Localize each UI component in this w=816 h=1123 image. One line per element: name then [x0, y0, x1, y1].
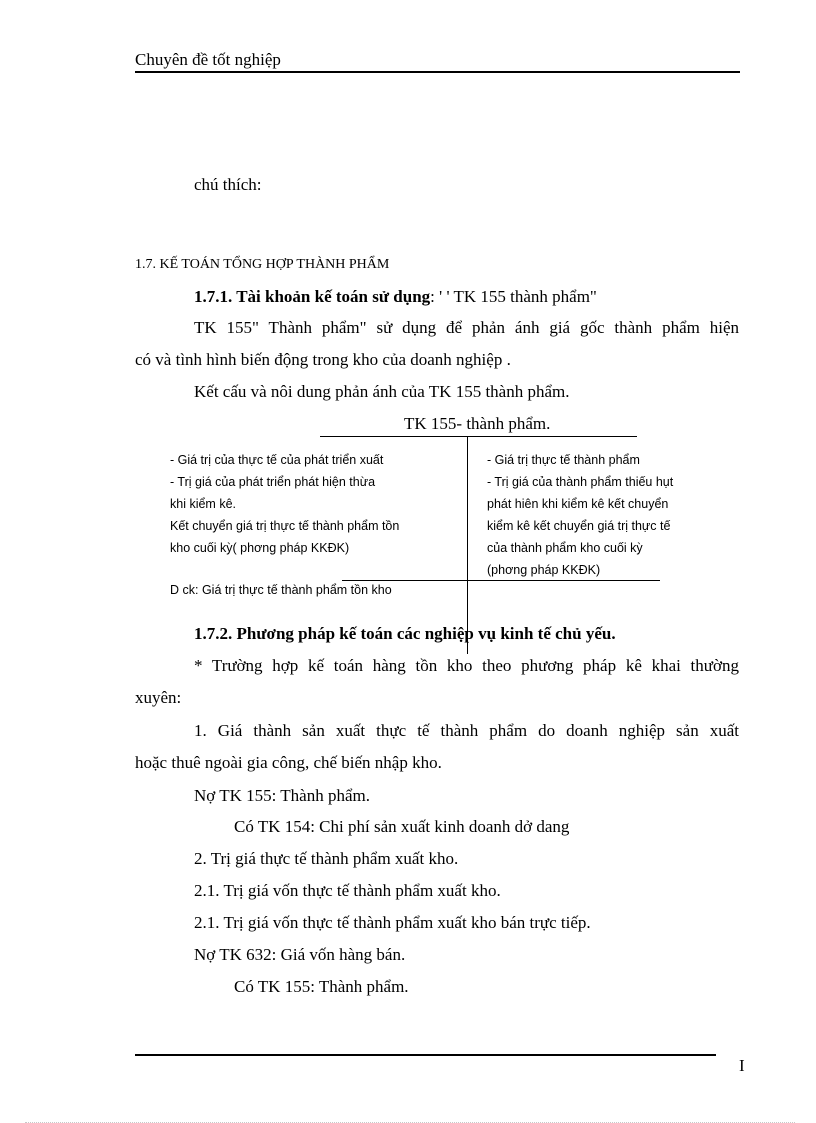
case-line-2: xuyên: [135, 688, 182, 707]
section-2-heading: 1.7.2. Phương pháp kế toán các nghiệp vụ kinh tế chủ yếu. [194, 624, 616, 643]
case-line-1: * Trường hợp kế toán hàng tồn kho theo phương pháp kê khai thường [194, 656, 739, 675]
item-2: 2. Trị giá thực tế thành phẩm xuất kho. [194, 849, 459, 868]
debit-line: Kết chuyển giá trị thực tế thành phẩm tồn [170, 519, 400, 533]
debit-line: - Giá trị của thực tế của phát triển xuất [170, 453, 384, 467]
t-account-top-rule [320, 436, 637, 437]
page-header-title: Chuyên đề tốt nghiệp [135, 50, 281, 69]
item-2-1-b: 2.1. Trị giá vốn thực tế thành phẩm xuất kho bán trực tiếp. [194, 913, 591, 932]
item-2-1-a: 2.1. Trị giá vốn thực tế thành phẩm xuất kho. [194, 881, 501, 900]
credit-line: kiểm kê kết chuyển giá trị thực tế [487, 519, 671, 533]
debit-line: - Trị giá của phát triển phát hiện thừa [170, 475, 376, 489]
paragraph-1-line-2: có và tình hình biến động trong kho của doanh nghiệp . [135, 350, 511, 369]
entry-2-debit: Nợ TK 632: Giá vốn hàng bán. [194, 945, 406, 964]
credit-line: (phơng pháp KKĐK) [487, 563, 601, 577]
header-rule [135, 71, 740, 73]
entry-2-credit: Có TK 155: Thành phẩm. [234, 977, 409, 996]
subsection-heading [194, 287, 597, 307]
t-account-closing-balance: D ck: Giá trị thực tế thành phẩm tồn kho [170, 583, 392, 597]
subsection-heading-bold: 1.7.1. Tài khoản kế toán sử dụng [194, 287, 431, 306]
debit-line: kho cuối kỳ( phơng pháp KKĐK) [170, 541, 350, 555]
t-account-vertical-rule [467, 436, 468, 654]
paragraph-1-line-1: TK 155" Thành phẩm" sử dụng để phản ánh giá gốc thành phẩm hiện [194, 318, 739, 337]
credit-line: của thành phẩm kho cuối kỳ [487, 541, 643, 555]
section-heading: 1.7. KẾ TOÁN TỔNG HỢP THÀNH PHẨM [135, 257, 390, 272]
entry-1-debit: Nợ TK 155: Thành phẩm. [194, 786, 370, 805]
credit-line: - Giá trị thực tế thành phẩm [487, 453, 640, 467]
entry-1-credit: Có TK 154: Chi phí sản xuất kinh doanh dở dang [234, 817, 570, 836]
paragraph-2: Kết cấu và nôi dung phản ánh của TK 155 thành phẩm. [194, 382, 570, 401]
item-1-line-2: hoặc thuê ngoài gia công, chế biến nhập kho. [135, 753, 442, 772]
page-number: I [739, 1056, 745, 1075]
footer-rule [135, 1054, 716, 1056]
caption-note: chú thích: [194, 175, 262, 194]
subsection-heading-rest: : ' ' TK 155 thành phẩm" [430, 287, 597, 306]
t-account-credit-side [487, 449, 673, 581]
debit-line: khi kiểm kê. [170, 497, 236, 511]
credit-line: - Trị giá của thành phẩm thiếu hụt [487, 475, 674, 489]
t-account-debit-side [170, 449, 399, 559]
credit-line: phát hiên khi kiểm kê kết chuyển [487, 497, 669, 511]
t-account-title: TK 155- thành phẩm. [404, 414, 551, 433]
item-1-line-1: 1. Giá thành sản xuất thực tế thành phẩm do doanh nghiệp sản xuất [194, 721, 739, 740]
